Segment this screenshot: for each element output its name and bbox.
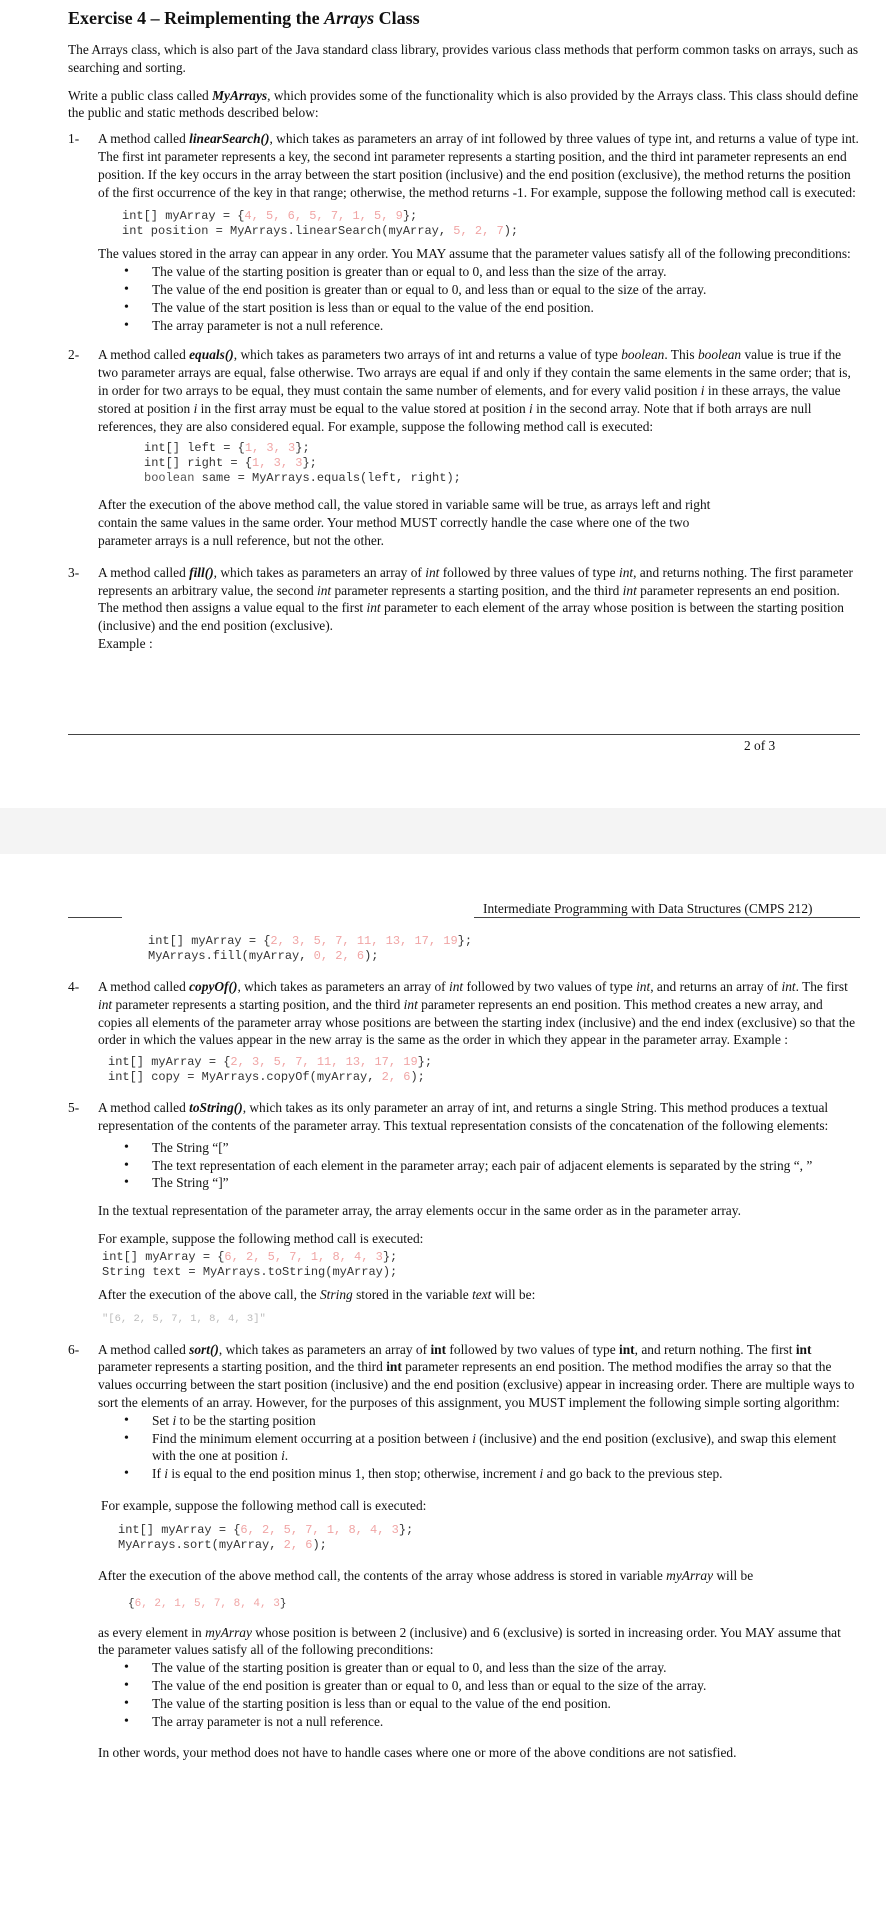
page-number: 2 of 3 xyxy=(744,738,776,753)
intro-paragraph: The Arrays class, which is also part of the Java standard class library, provides various class methods that perform common tasks on arrays, such as searching and sorting. xyxy=(68,42,859,75)
code-line: boolean same = MyArrays.equals(left, right); xyxy=(144,471,461,486)
result-string: "[6, 2, 5, 7, 1, 8, 4, 3]" xyxy=(102,1312,266,1325)
method-item-tostring xyxy=(68,1099,860,1326)
page-3-content xyxy=(68,934,860,1762)
item-number: 5- xyxy=(68,1100,80,1116)
item-description: A method called sort(), which takes as parameters an array of int followed by two values of type int, and return nothing. The first int parameter represents a starting position, and the third int parameter represents an end position. The method modifies the array so that the values occurring between the start position (inclusive) and the end position (exclusive) appear in increasing order. There are multiple ways to sort the elements of an array. However, for the purposes of this assignment, you MUST implement the following simple sorting algorithm: xyxy=(98,1341,855,1410)
code-line: int[] myArray = {4, 5, 6, 5, 7, 1, 5, 9}; xyxy=(122,209,418,224)
list-item: • The array parameter is not a null reference. xyxy=(98,317,860,335)
preconditions-list xyxy=(98,263,860,334)
document-page-3 xyxy=(0,854,886,1920)
item-paragraph: For example, suppose the following method call is executed: xyxy=(101,1497,427,1513)
document-page-2 xyxy=(0,0,886,808)
item-description: A method called linearSearch(), which takes as parameters an array of int followed by three values of type int, and returns a value of type int. The first int parameter represents a key, the second int parameter represents a starting position, and the third int parameter represents an end position. If the key occurs in the array between the start position (inclusive) and the end position (exclusive), the method returns the position of the first occurrence of the key in that range; otherwise, the method returns -1. For example, suppose the following method call is executed: xyxy=(98,131,859,200)
list-item: • The value of the start position is less than or equal to the value of the end position. xyxy=(98,299,860,317)
list-item: • The value of the starting position is greater than or equal to 0, and less than the size of the array. xyxy=(98,263,860,281)
exercise-title: Exercise 4 – Reimplementing the Arrays Class xyxy=(68,8,420,28)
item-number: 3- xyxy=(68,564,80,580)
page-header: Intermediate Programming with Data Structures (CMPS 212) xyxy=(483,901,813,916)
item-paragraph: as every element in myArray whose position is between 2 (inclusive) and 6 (exclusive) is sorted in increasing order. You MAY assume that the parameter values satisfy all of the following preconditions: xyxy=(98,1624,841,1658)
list-item: • The text representation of each element in the parameter array; each pair of adjacent elements is separated by the string “, ” xyxy=(98,1157,860,1175)
item-number: 1- xyxy=(68,131,80,147)
list-item: • The value of the end position is greater than or equal to 0, and less than or equal to the size of the array. xyxy=(98,281,860,299)
elements-list xyxy=(98,1139,860,1192)
code-block xyxy=(102,1250,860,1280)
intro-paragraph-2: Write a public class called MyArrays, which provides some of the functionality which is also provided by the Arrays class. This class should define the public and static methods described below: xyxy=(68,87,859,121)
code-line: int[] myArray = {2, 3, 5, 7, 11, 13, 17, 19}; xyxy=(148,934,473,948)
code-line: int[] left = {1, 3, 3}; xyxy=(144,441,310,456)
list-item: • The value of the end position is greater than or equal to 0, and less than or equal to the size of the array. xyxy=(98,1677,860,1695)
code-line: int[] copy = MyArrays.copyOf(myArray, 2, 6); xyxy=(108,1070,425,1085)
list-item: • The value of the starting position is greater than or equal to 0, and less than the size of the array. xyxy=(98,1659,860,1677)
list-item: • The value of the starting position is less than or equal to the value of the end position. xyxy=(98,1695,860,1713)
code-line: int[] right = {1, 3, 3}; xyxy=(144,456,317,471)
item-paragraph: For example, suppose the following method call is executed: xyxy=(98,1230,424,1246)
item-number: 6- xyxy=(68,1341,80,1357)
code-block xyxy=(144,441,860,486)
code-line: int position = MyArrays.linearSearch(myArray, 5, 2, 7); xyxy=(122,224,519,239)
list-item: • If i is equal to the end position minus 1, then stop; otherwise, increment i and go back to the previous step. xyxy=(98,1465,860,1483)
item-paragraph: After the execution of the above method call, the contents of the array whose address is stored in variable myArray will be xyxy=(98,1567,754,1583)
item-description: A method called fill(), which takes as parameters an array of int followed by three values of type int, and returns nothing. The first parameter represents an arbitrary value, the second int parameter represents a starting position, and the third int parameter represents an end position. The method then assigns a value equal to the first int parameter to each element of the array whose position is between the starting position (inclusive) and the end position (exclusive). xyxy=(98,564,853,634)
item-paragraph: In the textual representation of the parameter array, the array elements occur in the same order as in the parameter array. xyxy=(98,1203,741,1219)
list-item: • Set i to be the starting position xyxy=(98,1412,860,1430)
code-block xyxy=(118,1523,860,1553)
item-description: A method called equals(), which takes as parameters two arrays of int and returns a value of type boolean. This boolean value is true if the two parameter arrays are equal, false otherwise. Two arrays are equal if and only if they contain the same elements in the same order; that is, in order for two arrays to be equal, they must contain the same number of elements, and for every valid position i in these arrays, the value stored at position i in the first array must be equal to the value stored at position i in the second array. Note that if both arrays are null references, they are also considered equal. For example, suppose the following method call is executed: xyxy=(98,347,851,434)
code-line: int[] myArray = {2, 3, 5, 7, 11, 13, 17, 19}; xyxy=(108,1055,433,1070)
header-rule-right xyxy=(474,917,860,918)
method-item-equals xyxy=(68,346,860,549)
item-explanation: After the execution of the above method call, the value stored in variable same will be true, as arrays left and right contain the same values in the same order. Your method MUST correctly handle the case where one of the two parameter arrays is a null reference, but not the other. xyxy=(98,497,711,548)
method-item-sort xyxy=(68,1341,860,1763)
code-block xyxy=(148,934,860,964)
item-number: 4- xyxy=(68,979,80,994)
list-item: • The String “[” xyxy=(98,1139,860,1157)
code-block xyxy=(122,209,860,239)
code-line: int[] myArray = {6, 2, 5, 7, 1, 8, 4, 3}; xyxy=(118,1522,414,1537)
code-line: String text = MyArrays.toString(myArray); xyxy=(102,1264,398,1279)
page-gap xyxy=(0,808,886,854)
item-number: 2- xyxy=(68,347,80,363)
footer-rule xyxy=(68,734,860,735)
list-item: • The array parameter is not a null reference. xyxy=(98,1713,860,1731)
item-paragraph: After the execution of the above call, the String stored in the variable text will be: xyxy=(98,1286,536,1302)
item-paragraph: In other words, your method does not have to handle cases where one or more of the above conditions are not satisfied. xyxy=(98,1745,737,1761)
code-block xyxy=(108,1055,860,1085)
list-item: • The String “]” xyxy=(98,1174,860,1192)
preconditions-intro: The values stored in the array can appear in any order. You MAY assume that the parameter values satisfy all of the following preconditions: xyxy=(98,246,851,262)
code-line: MyArrays.fill(myArray, 0, 2, 6); xyxy=(148,949,379,963)
list-item: • Find the minimum element occurring at a position between i (inclusive) and the end position (exclusive), and swap this element with the one at position i. xyxy=(98,1430,860,1466)
code-line: MyArrays.sort(myArray, 2, 6); xyxy=(118,1537,327,1552)
method-item-copyof xyxy=(68,978,860,1085)
example-label: Example : xyxy=(98,635,153,651)
item-description: A method called toString(), which takes as its only parameter an array of int, and returns a single String. This method produces a textual representation of the contents of the parameter array. This textual representation consists of the concatenation of the following elements: xyxy=(98,1100,829,1133)
method-item-linear-search xyxy=(68,130,860,334)
preconditions-list xyxy=(98,1659,860,1730)
item-description: A method called copyOf(), which takes as parameters an array of int followed by two values of type int, and returns an array of int. The first int parameter represents a starting position, and the third int parameter represents an end position. This method creates a new array, and copies all elements of the parameter array whose positions are between the starting index (inclusive) and the end index (exclusive) so that the order in which the values appear in the new array is the same as the order in which they appear in the parameter array. Example : xyxy=(98,979,856,1048)
method-item-fill xyxy=(68,564,860,653)
header-rule-left xyxy=(68,917,122,918)
algorithm-list xyxy=(98,1412,860,1483)
page-2-content xyxy=(68,7,860,653)
result-array: {6, 2, 1, 5, 7, 8, 4, 3} xyxy=(128,1597,287,1610)
code-line: int[] myArray = {6, 2, 5, 7, 1, 8, 4, 3}; xyxy=(102,1249,398,1264)
